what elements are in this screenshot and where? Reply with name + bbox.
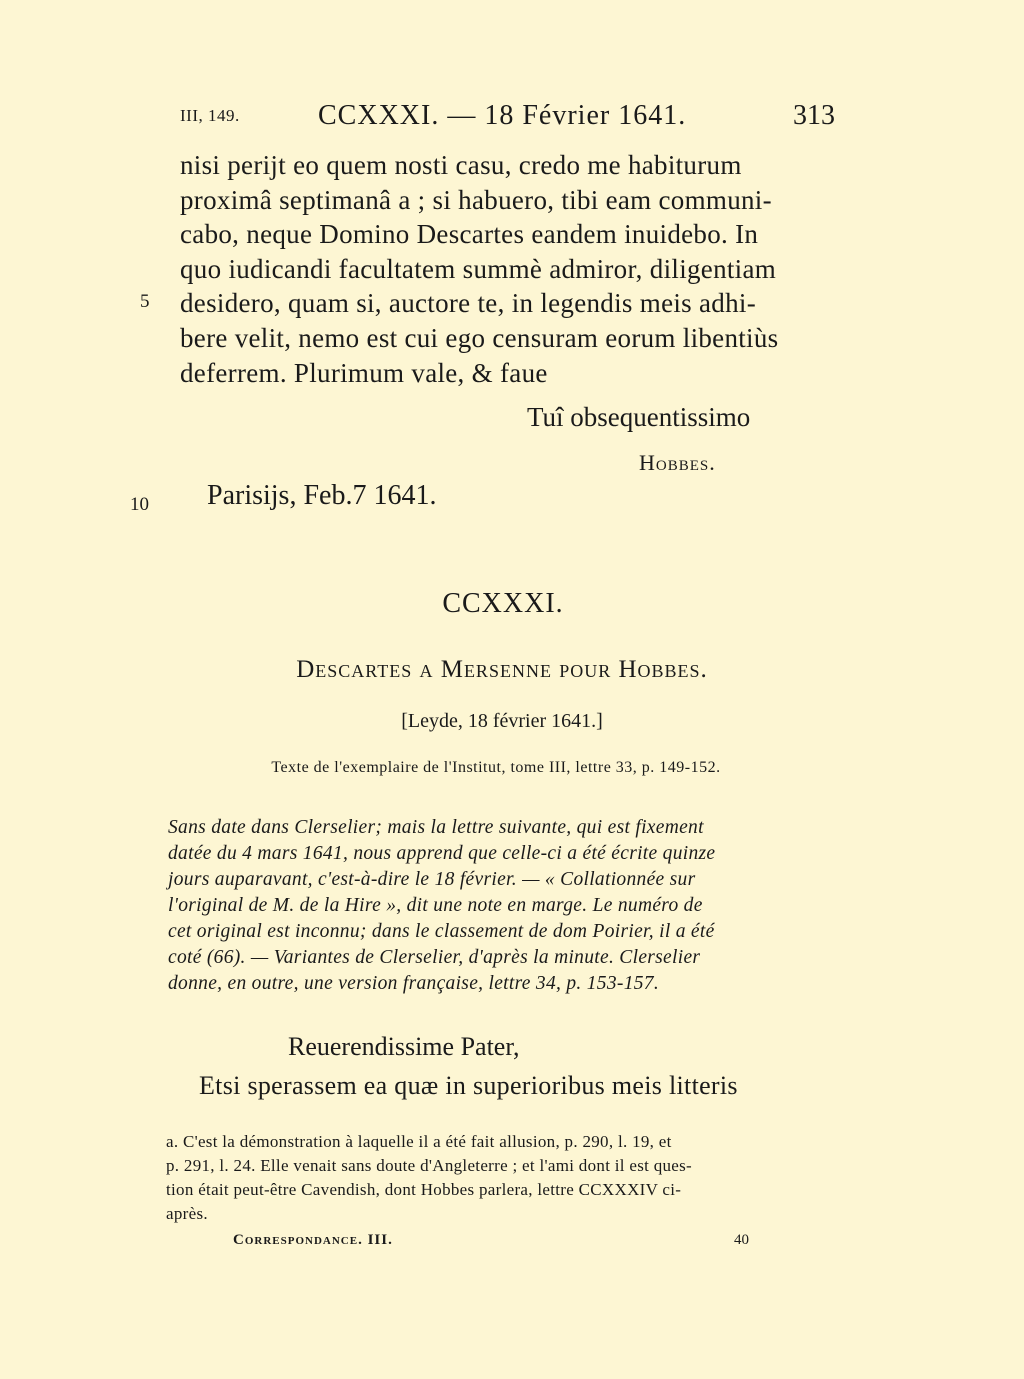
text-line: desidero, quam si, auctore te, in legendis meis adhi- [180, 288, 756, 319]
text-line: quo iudicandi facultatem summè admiror, diligentiam [180, 253, 777, 284]
date-line: Parisijs, Feb.7 1641. [207, 480, 437, 511]
letter-closing: Tuî obsequentissimo [527, 402, 751, 432]
source-note: Texte de l'exemplaire de l'Institut, tome III, lettre 33, p. 149-152. [271, 759, 721, 776]
running-header-title: CCXXXI. — 18 Février 1641. [318, 100, 687, 131]
text-line: bere velit, nemo est cui ego censuram eorum libentiùs [180, 322, 779, 353]
editorial-note [168, 815, 828, 997]
signature: Hobbes. [639, 450, 716, 475]
text-line: proximâ septimanâ a ; si habuero, tibi eam communi- [180, 184, 772, 215]
salutation: Reuerendissime Pater, [288, 1032, 520, 1061]
footnote-line: a. C'est la démonstration à laquelle il a été fait allusion, p. 290, l. 19, et [166, 1132, 672, 1151]
text-line: cabo, neque Domino Descartes eandem inuidebo. In [180, 219, 759, 250]
footnote-line: p. 291, l. 24. Elle venait sans doute d'Angleterre ; et l'ami dont il est ques- [166, 1156, 693, 1175]
note-line: coté (66). — Variantes de Clerselier, d'après la minute. Clerselier [168, 947, 701, 968]
footer-gathering-number: 40 [734, 1232, 749, 1248]
letter-number-heading: CCXXXI. [442, 588, 564, 619]
footnote-line: après. [166, 1204, 208, 1223]
note-line: l'original de M. de la Hire », dit une note en marge. Le numéro de [168, 895, 703, 916]
note-line: Sans date dans Clerselier; mais la lettre suivante, qui est fixement [168, 817, 704, 838]
note-line: donne, en outre, une version française, lettre 34, p. 153-157. [168, 973, 660, 994]
place-date: [Leyde, 18 février 1641.] [401, 710, 603, 732]
footnote-line: tion était peut-être Cavendish, dont Hobbes parlera, lettre CCXXXIV ci- [166, 1180, 682, 1199]
letter-end-text [180, 148, 840, 390]
text-line: deferrem. Plurimum vale, & faue [180, 357, 548, 388]
letter-opening: Etsi sperassem ea quæ in superioribus meis litteris [199, 1071, 738, 1100]
note-line: datée du 4 mars 1641, nous apprend que celle-ci a été écrite quinze [168, 843, 716, 864]
letter-title: Descartes a Mersenne pour Hobbes. [296, 656, 708, 683]
note-line: cet original est inconnu; dans le classement de dom Poirier, il a été [168, 921, 715, 942]
line-number: 5 [140, 291, 150, 312]
text-line: nisi perijt eo quem nosti casu, credo me habiturum [180, 150, 742, 180]
page-number: 313 [793, 100, 835, 131]
line-number: 10 [130, 494, 149, 515]
footnote [166, 1130, 836, 1226]
note-line: jours auparavant, c'est-à-dire le 18 février. — « Collationnée sur [168, 869, 696, 890]
footer-signature-mark: Correspondance. III. [233, 1232, 393, 1248]
margin-reference: III, 149. [180, 106, 240, 125]
